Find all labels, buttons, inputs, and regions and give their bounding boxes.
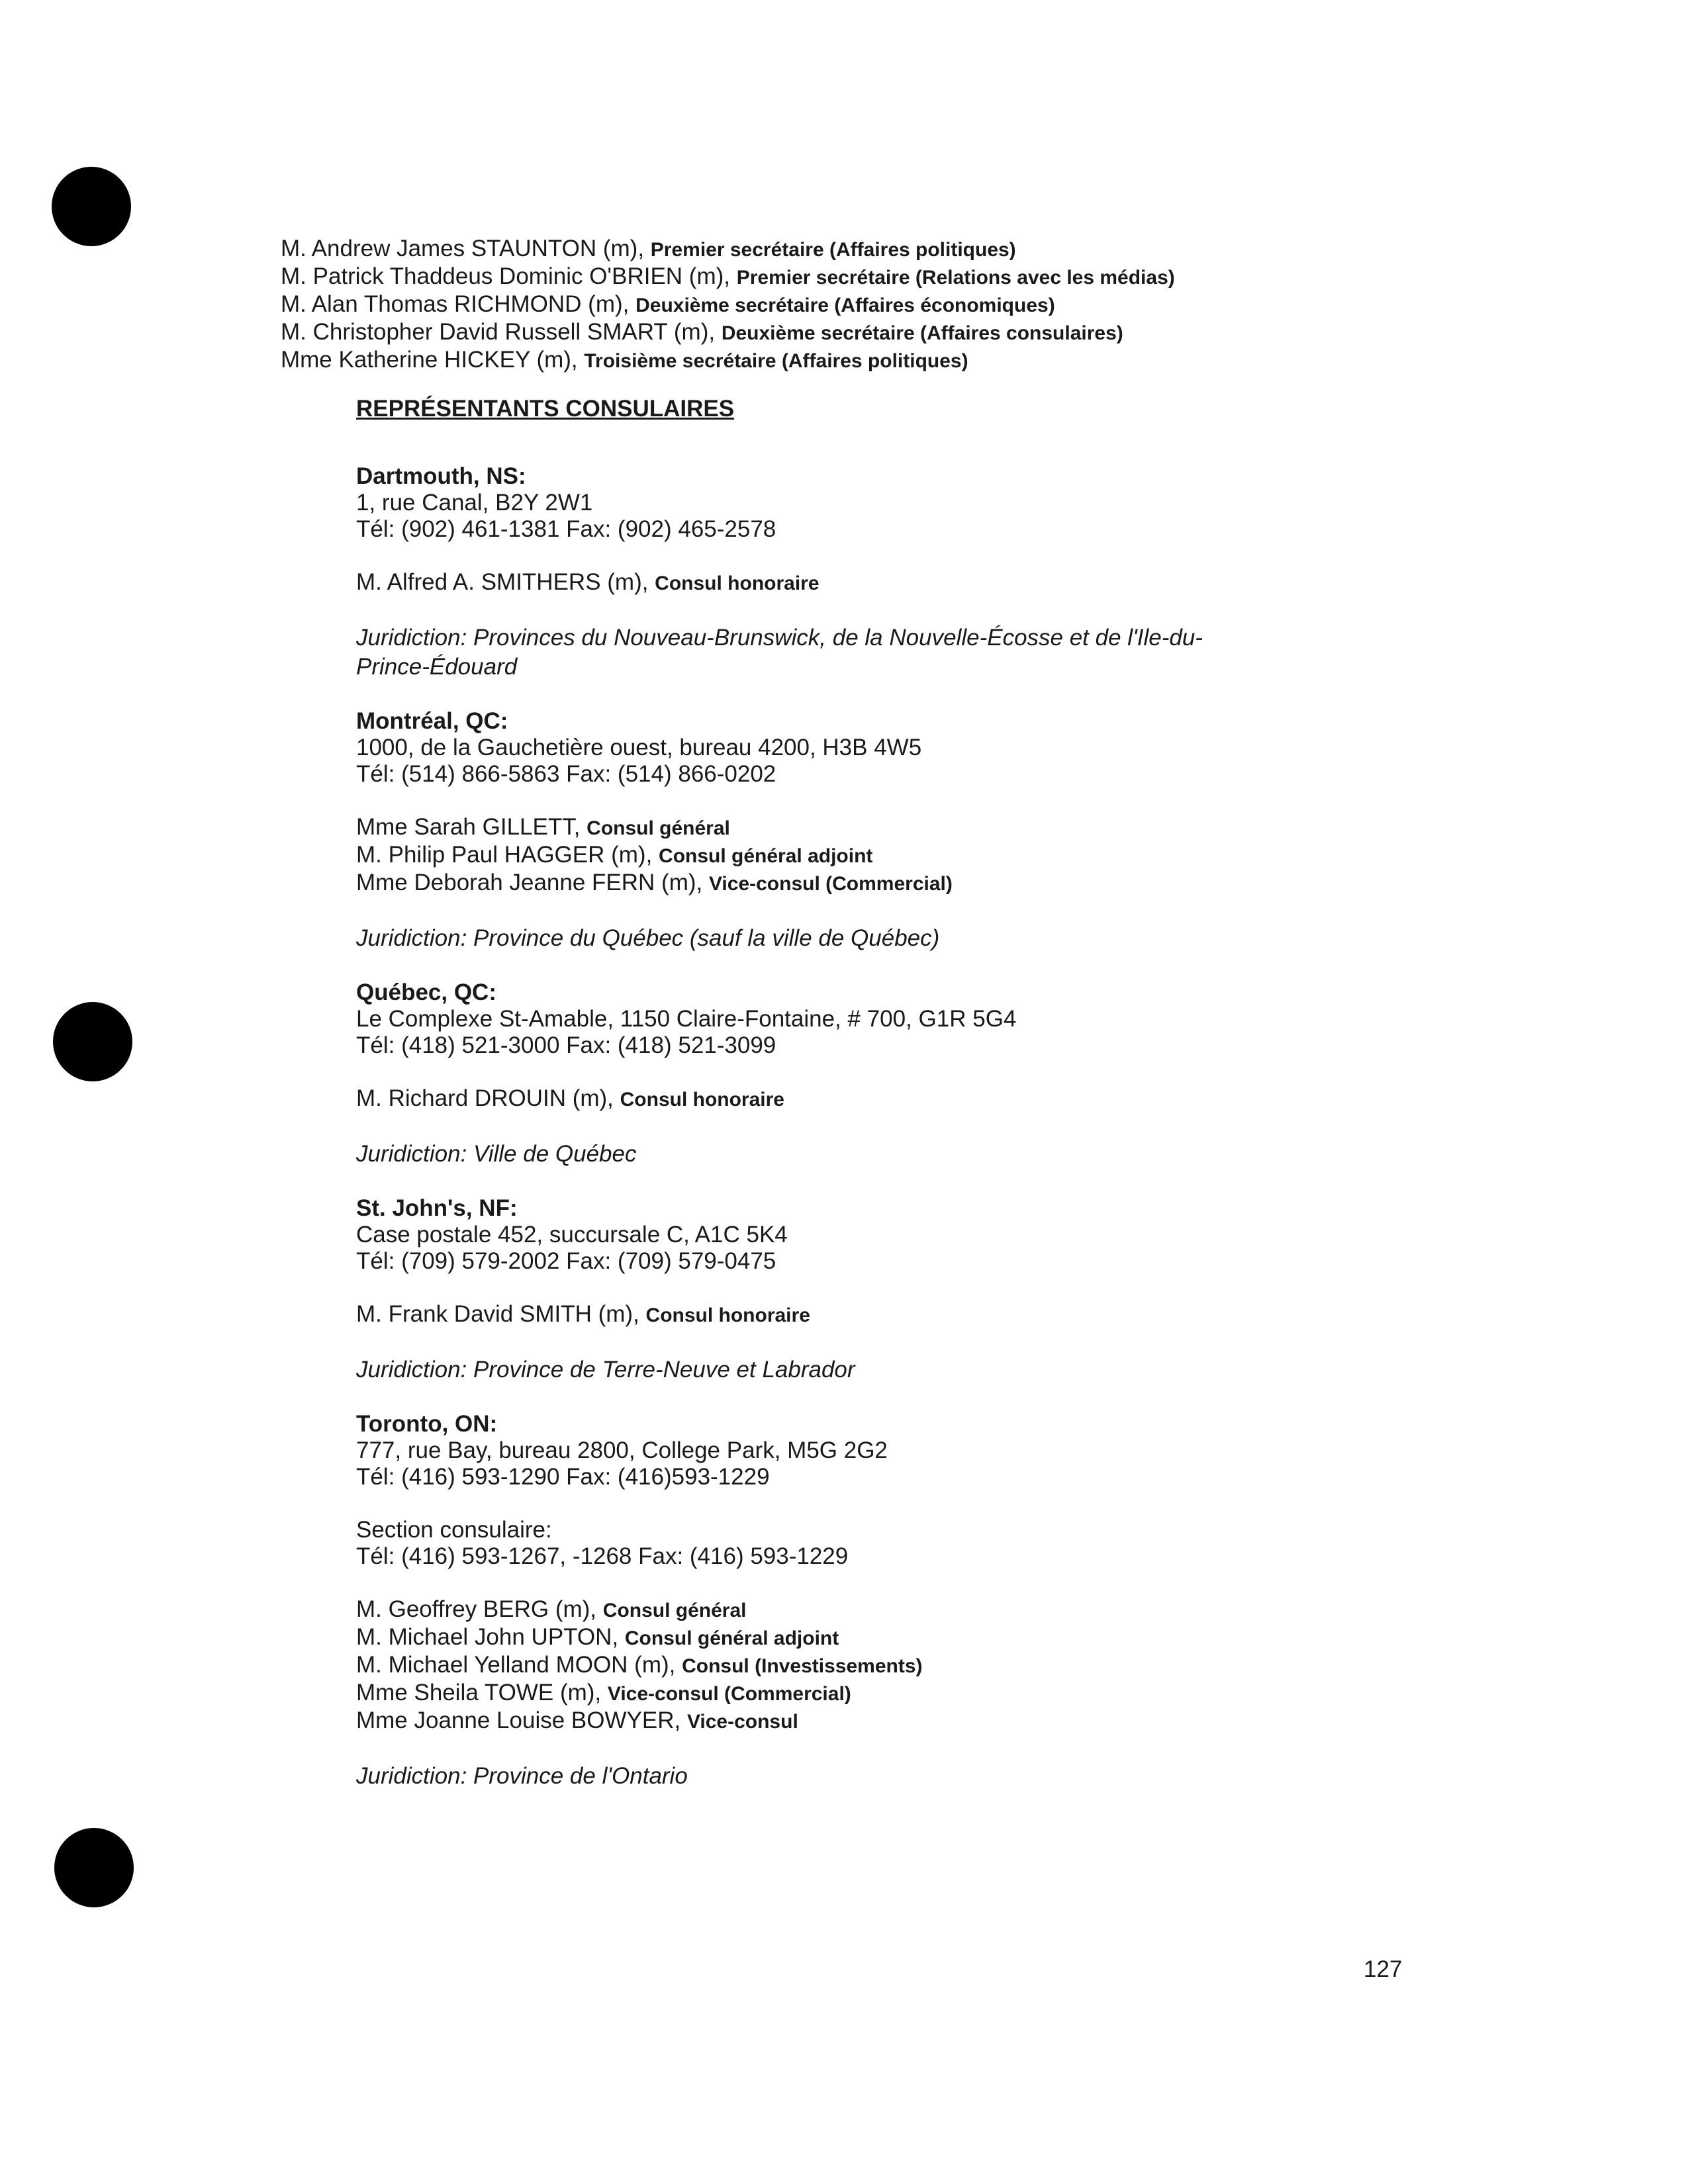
person-entry bbox=[356, 569, 1548, 597]
person-role: Consul général adjoint bbox=[659, 845, 873, 867]
consular-section-phone-fax: Tél: (416) 593-1267, -1268 Fax: (416) 593-1229 bbox=[356, 1543, 849, 1569]
staff-name: Mme Katherine HICKEY (m), bbox=[281, 347, 585, 373]
consular-section bbox=[356, 1517, 1548, 1570]
staff-entry bbox=[281, 347, 1175, 375]
consular-representatives bbox=[356, 396, 1548, 1817]
office-city: Dartmouth, NS: bbox=[356, 463, 526, 489]
staff-role: Troisième secrétaire (Affaires politiques) bbox=[584, 350, 968, 372]
staff-name: M. Christopher David Russell SMART (m), bbox=[281, 319, 722, 345]
consular-section-label: Section consulaire: bbox=[356, 1517, 552, 1543]
person-entry bbox=[356, 814, 1548, 842]
office-jurisdiction: Juridiction: Province du Québec (sauf la ville de Québec) bbox=[356, 925, 940, 951]
person-entry bbox=[356, 1707, 1548, 1735]
office-phone-fax: Tél: (514) 866-5863 Fax: (514) 866-0202 bbox=[356, 761, 776, 787]
office-phone-fax: Tél: (902) 461-1381 Fax: (902) 465-2578 bbox=[356, 516, 776, 542]
person-name: M. Frank David SMITH (m), bbox=[356, 1301, 646, 1327]
person-entry bbox=[356, 1680, 1548, 1707]
person-role: Consul général bbox=[602, 1600, 747, 1621]
person-name: Mme Sarah GILLETT, bbox=[356, 814, 587, 840]
staff-role: Deuxième secrétaire (Affaires économiques) bbox=[635, 295, 1055, 316]
office-toronto bbox=[356, 1411, 1548, 1791]
office-people bbox=[356, 1301, 1548, 1329]
staff-list bbox=[281, 236, 1175, 375]
office-address: 1000, de la Gauchetière ouest, bureau 4200, H3B 4W5 bbox=[356, 735, 922, 760]
staff-entry bbox=[281, 236, 1175, 263]
person-name: M. Michael Yelland MOON (m), bbox=[356, 1652, 682, 1678]
binder-hole-middle bbox=[53, 1002, 132, 1081]
person-role: Consul honoraire bbox=[655, 572, 820, 594]
staff-name: M. Andrew James STAUNTON (m), bbox=[281, 236, 651, 261]
person-entry bbox=[356, 842, 1548, 870]
office-address: Le Complexe St-Amable, 1150 Claire-Fontaine, # 700, G1R 5G4 bbox=[356, 1006, 1017, 1032]
office-jurisdiction: Juridiction: Province de Terre-Neuve et Labrador bbox=[356, 1357, 855, 1383]
person-role: Vice-consul (Commercial) bbox=[708, 873, 953, 895]
person-entry bbox=[356, 1085, 1548, 1113]
office-address: 1, rue Canal, B2Y 2W1 bbox=[356, 490, 593, 516]
staff-entry bbox=[281, 263, 1175, 291]
person-entry bbox=[356, 1301, 1548, 1329]
person-name: Mme Deborah Jeanne FERN (m), bbox=[356, 870, 709, 895]
person-name: M. Philip Paul HAGGER (m), bbox=[356, 842, 659, 868]
office-phone-fax: Tél: (416) 593-1290 Fax: (416)593-1229 bbox=[356, 1464, 770, 1490]
office-people bbox=[356, 569, 1548, 597]
staff-entry bbox=[281, 319, 1175, 347]
office-montreal bbox=[356, 708, 1548, 953]
person-entry bbox=[356, 1596, 1548, 1624]
binder-hole-top bbox=[52, 167, 131, 246]
person-role: Consul général bbox=[586, 817, 730, 839]
office-city: Toronto, ON: bbox=[356, 1411, 498, 1437]
person-entry bbox=[356, 870, 1548, 897]
person-name: M. Geoffrey BERG (m), bbox=[356, 1596, 603, 1622]
section-title: REPRÉSENTANTS CONSULAIRES bbox=[356, 396, 735, 422]
binder-hole-bottom bbox=[54, 1828, 134, 1907]
person-role: Vice-consul (Commercial) bbox=[607, 1683, 851, 1705]
office-address: 777, rue Bay, bureau 2800, College Park, M5G 2G2 bbox=[356, 1437, 888, 1463]
person-name: Mme Joanne Louise BOWYER, bbox=[356, 1707, 687, 1733]
office-jurisdiction: Juridiction: Province de l'Ontario bbox=[356, 1763, 688, 1789]
person-name: M. Michael John UPTON, bbox=[356, 1624, 625, 1650]
person-role: Vice-consul bbox=[686, 1711, 798, 1733]
page-number: 127 bbox=[1364, 1956, 1403, 1982]
office-phone-fax: Tél: (418) 521-3000 Fax: (418) 521-3099 bbox=[356, 1032, 776, 1058]
office-dartmouth bbox=[356, 463, 1548, 682]
office-city: Montréal, QC: bbox=[356, 708, 508, 734]
person-role: Consul (Investissements) bbox=[682, 1655, 923, 1677]
person-role: Consul honoraire bbox=[645, 1304, 810, 1326]
person-role: Consul général adjoint bbox=[624, 1627, 839, 1649]
staff-entry bbox=[281, 291, 1175, 319]
office-st-johns bbox=[356, 1195, 1548, 1385]
office-address: Case postale 452, succursale C, A1C 5K4 bbox=[356, 1222, 788, 1248]
staff-name: M. Alan Thomas RICHMOND (m), bbox=[281, 291, 636, 317]
staff-role: Deuxième secrétaire (Affaires consulaires) bbox=[721, 322, 1123, 344]
staff-role: Premier secrétaire (Affaires politiques) bbox=[650, 239, 1016, 261]
person-name: Mme Sheila TOWE (m), bbox=[356, 1680, 608, 1706]
office-people bbox=[356, 814, 1548, 897]
office-people bbox=[356, 1596, 1548, 1735]
staff-role: Premier secrétaire (Relations avec les médias) bbox=[736, 267, 1175, 289]
staff-name: M. Patrick Thaddeus Dominic O'BRIEN (m), bbox=[281, 263, 737, 289]
office-city: Québec, QC: bbox=[356, 979, 496, 1005]
office-phone-fax: Tél: (709) 579-2002 Fax: (709) 579-0475 bbox=[356, 1248, 776, 1274]
person-role: Consul honoraire bbox=[620, 1089, 784, 1111]
office-city: St. John's, NF: bbox=[356, 1195, 518, 1221]
office-people bbox=[356, 1085, 1548, 1113]
person-entry bbox=[356, 1624, 1548, 1652]
office-jurisdiction: Juridiction: Ville de Québec bbox=[356, 1141, 637, 1167]
office-jurisdiction: Juridiction: Provinces du Nouveau-Brunswick, de la Nouvelle-Écosse et de l'Ile-du-Prince-Édouard bbox=[356, 625, 1203, 680]
person-entry bbox=[356, 1652, 1548, 1680]
person-name: M. Richard DROUIN (m), bbox=[356, 1085, 620, 1111]
office-quebec bbox=[356, 979, 1548, 1169]
person-name: M. Alfred A. SMITHERS (m), bbox=[356, 569, 655, 595]
